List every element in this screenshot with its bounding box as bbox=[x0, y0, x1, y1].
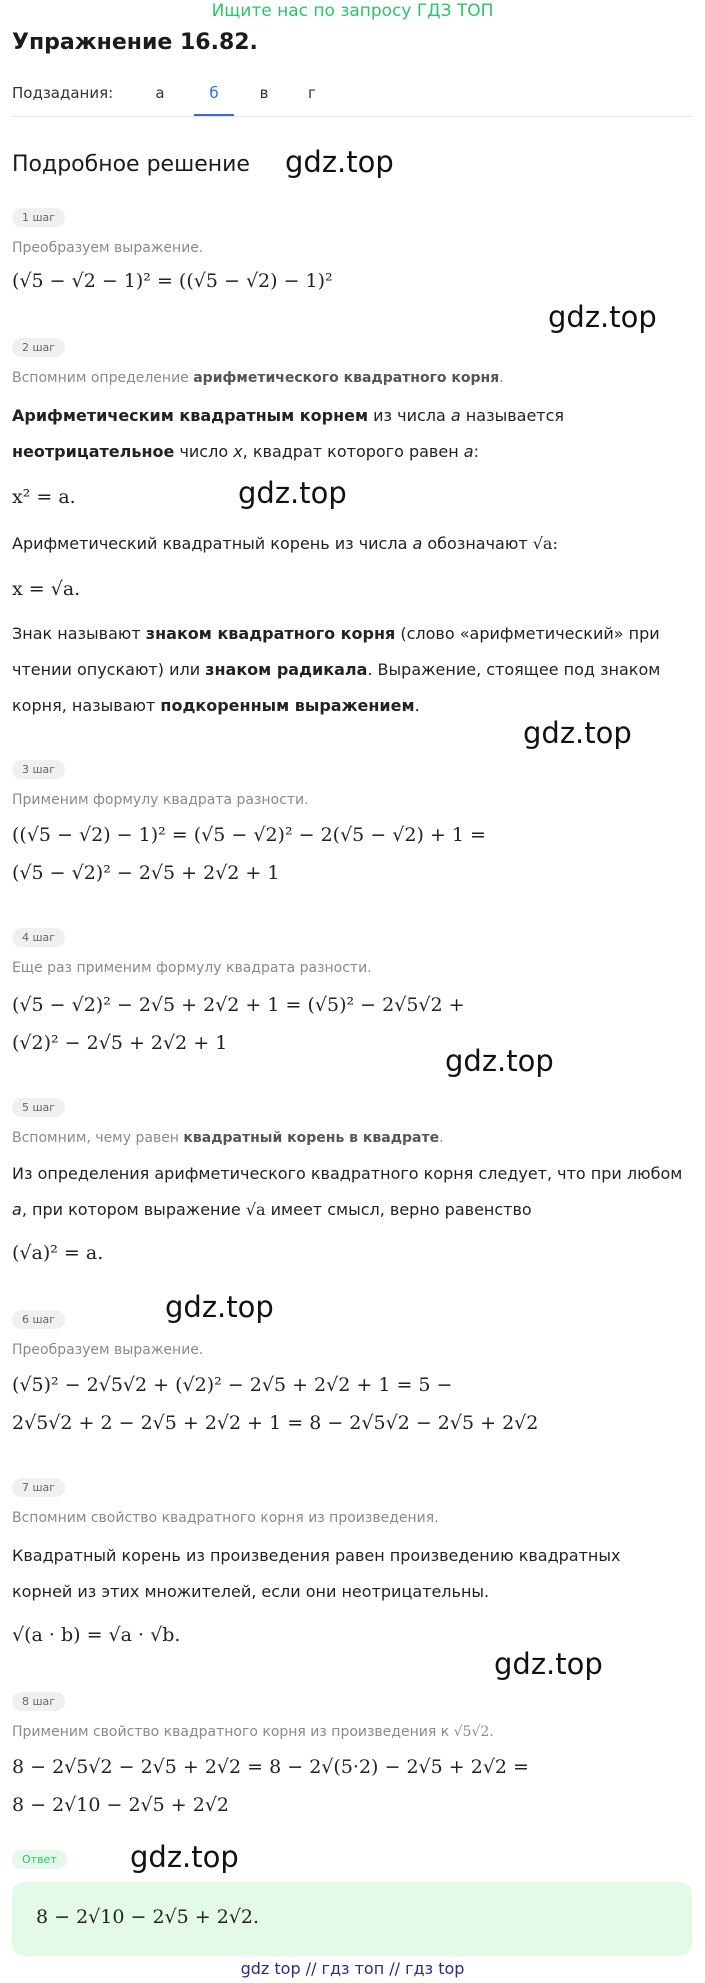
step-badge: 8 шаг bbox=[12, 1692, 65, 1711]
tab-v[interactable]: в bbox=[259, 84, 269, 102]
watermark: gdz.top bbox=[494, 1647, 603, 1681]
property-text: Квадратный корень из произведения равен произведению квадратных bbox=[12, 1546, 621, 1565]
tab-g[interactable]: г bbox=[308, 84, 316, 102]
answer-box bbox=[12, 1882, 692, 1956]
solution-heading: Подробное решение bbox=[12, 152, 250, 177]
step-hint: Вспомним определение арифметического квадратного корня. bbox=[12, 370, 504, 386]
formula: (√5 − √2 − 1)² = ((√5 − √2) − 1)² bbox=[12, 270, 333, 292]
definition-text: Арифметическим квадратным корнем из числа a называется bbox=[12, 406, 565, 425]
step-hint: Вспомним свойство квадратного корня из произведения. bbox=[12, 1510, 439, 1526]
definition-text: Арифметический квадратный корень из числа a обозначают √a: bbox=[12, 534, 558, 553]
step-hint: Преобразуем выражение. bbox=[12, 1342, 204, 1358]
watermark: gdz.top bbox=[165, 1290, 274, 1324]
watermark: gdz.top bbox=[548, 300, 657, 334]
watermark: gdz.top bbox=[445, 1044, 554, 1078]
step-badge: 4 шаг bbox=[12, 928, 65, 947]
formula: (√5 − √2)² − 2√5 + 2√2 + 1 = (√5)² − 2√5√2 + bbox=[12, 994, 465, 1016]
step-badge: 1 шаг bbox=[12, 208, 65, 227]
formula: 8 − 2√10 − 2√5 + 2√2 bbox=[12, 1794, 230, 1816]
property-text: корней из этих множителей, если они неотрицательны. bbox=[12, 1582, 490, 1601]
watermark: gdz.top bbox=[130, 1840, 239, 1874]
promo-banner: Ищите нас по запросу ГДЗ ТОП bbox=[211, 1, 494, 21]
definition-text: неотрицательное число x, квадрат которого равен a: bbox=[12, 442, 479, 461]
step-hint: Преобразуем выражение. bbox=[12, 240, 204, 256]
watermark: gdz.top bbox=[238, 476, 347, 510]
step-hint: Еще раз применим формулу квадрата разности. bbox=[12, 960, 372, 976]
formula: x² = a. bbox=[12, 486, 76, 508]
formula: (√a)² = a. bbox=[12, 1242, 104, 1264]
tab-a[interactable]: а bbox=[155, 84, 165, 102]
formula: 2√5√2 + 2 − 2√5 + 2√2 + 1 = 8 − 2√5√2 − 2√5 + 2√2 bbox=[12, 1412, 539, 1434]
subtasks-label: Подзадания: bbox=[12, 84, 114, 102]
footer-links[interactable]: gdz top // гдз топ // гдз top bbox=[240, 1959, 465, 1978]
definition-text: чтении опускают) или знаком радикала. Выражение, стоящее под знаком bbox=[12, 660, 661, 679]
answer-formula: 8 − 2√10 − 2√5 + 2√2. bbox=[36, 1906, 260, 1928]
watermark: gdz.top bbox=[523, 716, 632, 750]
formula: x = √a. bbox=[12, 578, 81, 600]
step-badge: 5 шаг bbox=[12, 1098, 65, 1117]
formula: √(a · b) = √a · √b. bbox=[12, 1624, 181, 1646]
formula: (√5 − √2)² − 2√5 + 2√2 + 1 bbox=[12, 862, 280, 884]
step-hint: Применим свойство квадратного корня из произведения к √5√2. bbox=[12, 1724, 494, 1740]
tab-b[interactable]: б bbox=[194, 84, 234, 116]
step-badge: 7 шаг bbox=[12, 1478, 65, 1497]
formula: (√5)² − 2√5√2 + (√2)² − 2√5 + 2√2 + 1 = 5 − bbox=[12, 1374, 453, 1396]
subtask-tabs bbox=[12, 80, 692, 117]
step-badge: 3 шаг bbox=[12, 760, 65, 779]
property-text: a, при котором выражение √a имеет смысл, верно равенство bbox=[12, 1200, 532, 1219]
definition-text: Знак называют знаком квадратного корня (слово «арифметический» при bbox=[12, 624, 660, 643]
page-title: Упражнение 16.82. bbox=[12, 30, 258, 55]
formula: ((√5 − √2) − 1)² = (√5 − √2)² − 2(√5 − √2) + 1 = bbox=[12, 824, 486, 846]
answer-badge: Ответ bbox=[12, 1850, 67, 1869]
watermark: gdz.top bbox=[285, 145, 394, 179]
step-hint: Применим формулу квадрата разности. bbox=[12, 792, 309, 808]
property-text: Из определения арифметического квадратного корня следует, что при любом bbox=[12, 1164, 683, 1183]
formula: (√2)² − 2√5 + 2√2 + 1 bbox=[12, 1032, 228, 1054]
formula: 8 − 2√5√2 − 2√5 + 2√2 = 8 − 2√(5·2) − 2√5 + 2√2 = bbox=[12, 1756, 529, 1778]
step-badge: 2 шаг bbox=[12, 338, 65, 357]
step-hint: Вспомним, чему равен квадратный корень в квадрате. bbox=[12, 1130, 444, 1146]
step-badge: 6 шаг bbox=[12, 1310, 65, 1329]
definition-text: корня, называют подкоренным выражением. bbox=[12, 696, 420, 715]
